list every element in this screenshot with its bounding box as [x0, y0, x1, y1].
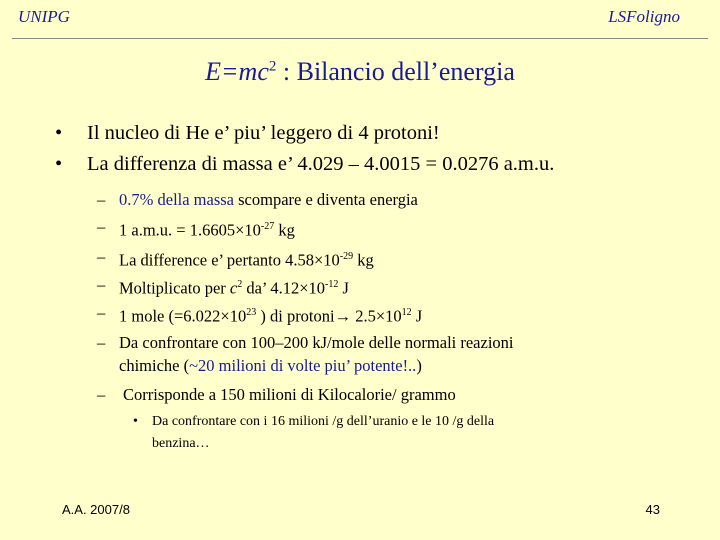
- dash-marker: –: [97, 190, 106, 209]
- sub-text: 1 a.m.u. = 1.6605×10: [119, 220, 261, 240]
- dash-marker: –: [97, 385, 106, 404]
- exponent: -27: [260, 221, 275, 232]
- sub-text: ) di protoni→ 2.5×10: [256, 306, 402, 326]
- third-level-text: Da confrontare con i 16 milioni /g dell’uranio e le 10 /g della: [152, 414, 495, 429]
- title-formula: E=mc: [205, 57, 269, 86]
- sub-text: Da confrontare con 100–200 kJ/mole delle normali reazioni: [119, 333, 514, 352]
- bullet-2-text: La differenza di massa e’ 4.029 – 4.0015 = 0.0276 a.m.u.: [87, 153, 555, 175]
- third-level-text-continued: benzina…: [152, 436, 210, 451]
- dash-marker: –: [97, 333, 106, 352]
- bullet-1-text: Il nucleo di He e’ piu’ leggero di 4 protoni!: [87, 122, 440, 144]
- sub-text: J: [338, 278, 349, 298]
- header-right: LSFoligno: [608, 7, 680, 26]
- third-level-marker: •: [133, 414, 138, 429]
- slide-title: [0, 57, 720, 87]
- exponent: -29: [339, 251, 354, 262]
- title-exponent: 2: [268, 58, 277, 75]
- header-divider: [12, 38, 708, 39]
- exponent: 23: [246, 307, 257, 318]
- sub-text: kg: [353, 250, 374, 270]
- highlight-text: 0.7% della massa: [119, 190, 235, 209]
- sub-text: Corrisponde a 150 milioni di Kilocalorie/ grammo: [123, 385, 456, 404]
- sub-text: kg: [274, 220, 295, 240]
- bullet-2: • La differenza di massa e’ 4.029 – 4.0015 = 0.0276 a.m.u.: [55, 153, 555, 175]
- dash-marker: –: [97, 217, 106, 236]
- sub-text: Moltiplicato per: [119, 278, 230, 298]
- dash-marker: –: [97, 275, 106, 294]
- title-text: : Bilancio dell’energia: [276, 57, 515, 86]
- sub-text: 1 mole (=6.022×10: [119, 306, 247, 326]
- highlight-text: ~20 milioni di volte piu’ potente!..: [189, 356, 417, 375]
- exponent: -12: [325, 279, 339, 290]
- dash-marker: –: [97, 303, 106, 322]
- sub-text: ): [416, 356, 422, 375]
- sub-text: La difference e’ pertanto 4.58×10: [119, 250, 340, 270]
- sub-text: scompare e diventa energia: [234, 190, 418, 209]
- bullet-1: • Il nucleo di He e’ piu’ leggero di 4 protoni!: [55, 122, 440, 144]
- sub-text: da’ 4.12×10: [242, 278, 326, 298]
- speed-of-light-symbol: c: [229, 278, 238, 298]
- dash-marker: –: [97, 247, 106, 266]
- sub-text: J: [411, 306, 423, 326]
- exponent: 2: [237, 279, 243, 290]
- sub-text: chimiche (: [119, 356, 190, 375]
- exponent: 12: [401, 307, 412, 318]
- slide-number: 43: [645, 502, 660, 517]
- header-left: UNIPG: [18, 7, 70, 26]
- footer-academic-year: A.A. 2007/8: [62, 502, 130, 517]
